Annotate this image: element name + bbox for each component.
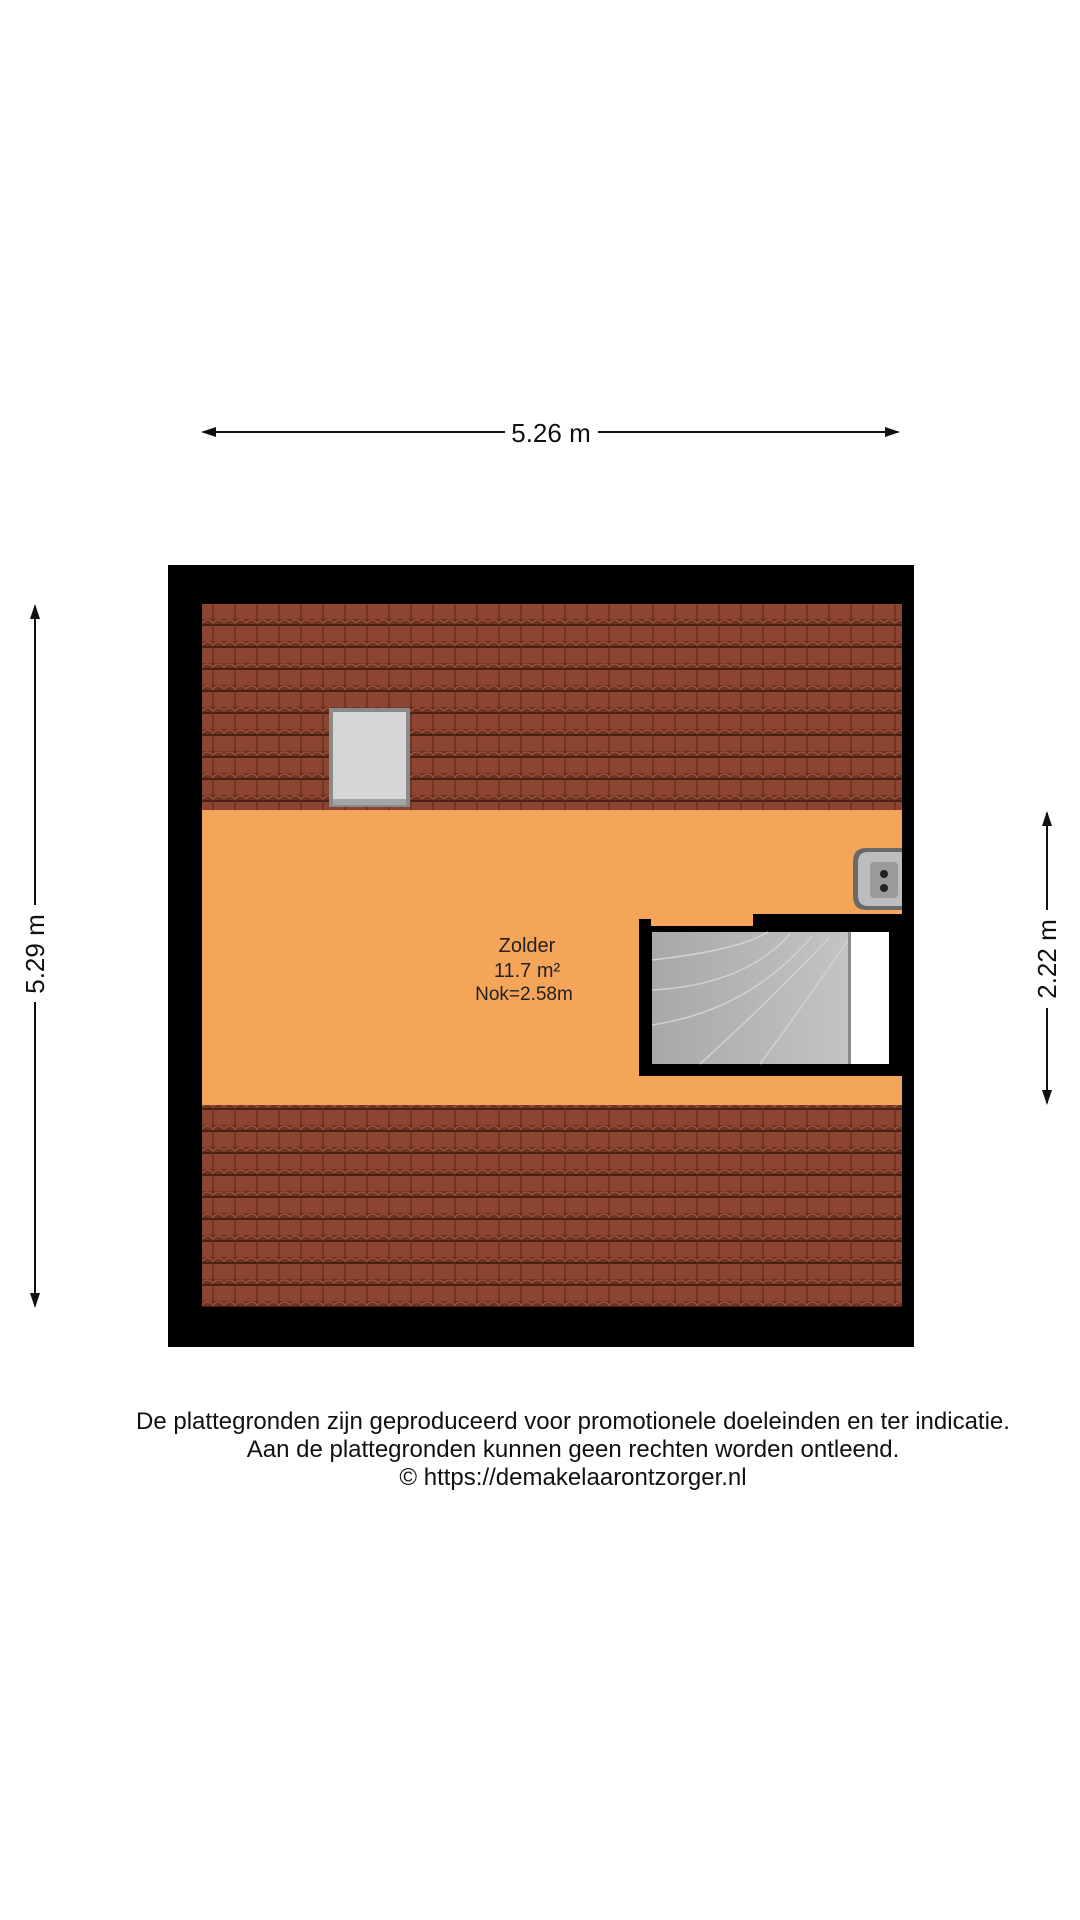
height-label: 5.29 m — [20, 914, 50, 994]
room-area: 11.7 m² — [493, 960, 561, 982]
arrow-up-icon — [30, 604, 40, 619]
dimension-side — [1032, 811, 1062, 1105]
width-label: 5.26 m — [511, 418, 591, 448]
disclaimer-line-2: Aan de plattegronden kunnen geen rechten worden ontleend. — [246, 1436, 900, 1463]
roof-slope-top — [202, 604, 902, 810]
stair-steps — [652, 932, 850, 1064]
skylight — [329, 708, 410, 807]
side-label: 2.22 m — [1032, 919, 1062, 999]
disclaimer-line-1: De plattegronden zijn geproduceerd voor promotionele doeleinden en ter indicatie. — [136, 1408, 1010, 1435]
boiler-icon — [853, 848, 902, 910]
dimension-width — [201, 418, 900, 448]
room-name: Zolder — [498, 935, 556, 957]
arrow-down-icon — [30, 1293, 40, 1308]
disclaimer-line-3: © https://demakelaarontzorger.nl — [399, 1464, 747, 1491]
disclaimer — [0, 1408, 1080, 1492]
room-ridge-height: Nok=2.58m — [475, 984, 573, 1005]
staircase — [639, 914, 902, 1076]
arrow-left-icon — [201, 427, 216, 437]
arrow-right-icon — [885, 427, 900, 437]
arrow-down-icon — [1042, 1090, 1052, 1105]
arrow-up-icon — [1042, 811, 1052, 826]
dimension-height — [20, 604, 50, 1308]
roof-slope-bottom — [202, 1105, 902, 1307]
